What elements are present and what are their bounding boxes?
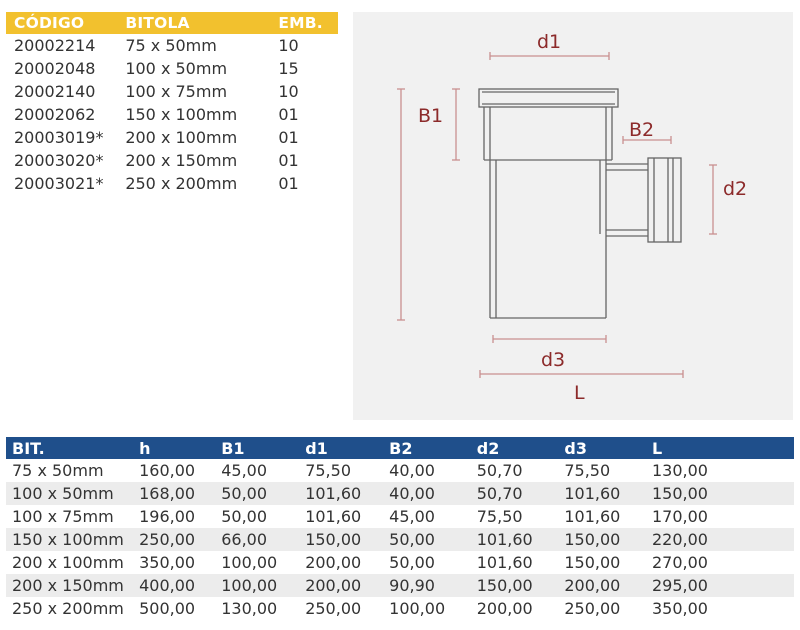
cell-b1: 50,00 [221,507,268,526]
product-pack: 01 [278,105,299,124]
cell-b2: 50,00 [383,528,471,551]
product-code: 20002062 [14,105,96,124]
header-bit: BIT. [6,437,133,459]
product-row [6,149,338,172]
product-row [6,34,338,57]
cell-b1: 66,00 [215,528,299,551]
cell-l: 220,00 [646,528,794,551]
header-b2: B2 [383,437,471,459]
cell-h: 168,00 [133,482,215,505]
cell-d3: 101,60 [558,482,646,505]
cell-d2: 50,70 [471,482,559,505]
label-d3: d3 [541,349,566,371]
header-bitola: BITOLA [125,14,190,32]
cell-h: 160,00 [139,461,196,480]
product-code: 20002140 [14,82,96,101]
cell-d1: 75,50 [305,461,351,480]
label-b2: B2 [629,119,655,141]
cell-d3: 150,00 [564,553,621,572]
cell-b1: 100,00 [215,574,299,597]
cell-bit: 250 x 200mm [12,599,124,618]
product-pack: 10 [278,36,299,55]
table-row [6,597,794,620]
cell-bit: 100 x 75mm [12,507,114,526]
label-d2: d2 [723,178,748,200]
cell-d3: 200,00 [558,574,646,597]
product-gauge: 200 x 150mm [125,151,238,170]
cell-d1: 150,00 [299,528,383,551]
cell-b1: 100,00 [221,553,278,572]
cell-b2: 40,00 [383,482,471,505]
table-row [6,505,794,528]
cell-d2: 75,50 [476,507,523,526]
cell-l: 350,00 [651,599,708,618]
product-pack: 01 [278,128,299,147]
technical-drawing [353,12,793,420]
cell-d2: 101,60 [476,553,533,572]
cell-d2: 200,00 [476,599,533,618]
product-pack: 01 [278,151,299,170]
cell-bit: 75 x 50mm [12,461,104,480]
table-row [6,574,794,597]
cell-l: 170,00 [651,507,708,526]
cell-b1: 50,00 [215,482,299,505]
product-table-header [6,12,338,34]
cell-b2: 90,90 [383,574,471,597]
cell-d1: 250,00 [305,599,362,618]
cell-d2: 150,00 [471,574,559,597]
label-l: L [574,382,585,404]
cell-b1: 45,00 [221,461,268,480]
product-code: 20002214 [14,36,96,55]
table-row [6,551,794,574]
product-code: 20003021* [14,174,104,193]
cell-h: 500,00 [139,599,196,618]
tee-fitting-diagram [353,12,793,420]
header-emb: EMB. [278,14,323,32]
product-row [6,172,338,195]
label-d1: d1 [537,31,562,53]
cell-b2: 50,00 [389,553,435,572]
table-row [6,482,794,505]
product-gauge: 250 x 200mm [125,174,238,193]
product-row [6,103,338,126]
cell-d3: 150,00 [558,528,646,551]
dimensions-table [6,437,794,620]
product-code: 20003020* [14,151,104,170]
cell-h: 196,00 [139,507,196,526]
header-d1: d1 [299,437,383,459]
table-row [6,459,794,482]
cell-b2: 100,00 [389,599,446,618]
header-d3: d3 [558,437,646,459]
cell-d1: 101,60 [299,482,383,505]
product-gauge: 150 x 100mm [125,105,238,124]
header-codigo: CÓDIGO [14,14,85,32]
cell-d1: 200,00 [305,553,362,572]
product-row [6,80,338,103]
cell-l: 150,00 [646,482,794,505]
cell-l: 270,00 [651,553,708,572]
cell-d3: 101,60 [564,507,621,526]
branch-socket [648,158,681,242]
cell-d2: 101,60 [471,528,559,551]
cell-d2: 50,70 [476,461,523,480]
cell-bit: 200 x 100mm [12,553,124,572]
cell-h: 400,00 [133,574,215,597]
cell-b2: 40,00 [389,461,435,480]
label-b1: B1 [418,105,444,127]
product-code: 20002048 [14,59,96,78]
product-gauge: 100 x 50mm [125,59,228,78]
product-pack: 15 [278,59,299,78]
cell-bit: 200 x 150mm [6,574,133,597]
cell-d1: 200,00 [299,574,383,597]
header-l: L [646,437,794,459]
cell-bit: 100 x 50mm [6,482,133,505]
cell-d3: 75,50 [564,461,611,480]
cell-b1: 130,00 [221,599,278,618]
product-pack: 10 [278,82,299,101]
product-pack: 01 [278,174,299,193]
header-d2: d2 [471,437,559,459]
product-gauge: 75 x 50mm [125,36,217,55]
cell-bit: 150 x 100mm [6,528,133,551]
product-gauge: 200 x 100mm [125,128,238,147]
dimensions-header-row [6,437,794,459]
header-h: h [133,437,215,459]
product-code: 20003019* [14,128,104,147]
product-row [6,57,338,80]
product-row [6,126,338,149]
header-b1: B1 [215,437,299,459]
product-table [6,12,338,195]
cell-d1: 101,60 [305,507,362,526]
cell-b2: 45,00 [389,507,435,526]
table-row [6,528,794,551]
cell-h: 350,00 [139,553,196,572]
cell-l: 130,00 [651,461,708,480]
cell-d3: 250,00 [564,599,621,618]
cell-l: 295,00 [646,574,794,597]
cell-h: 250,00 [133,528,215,551]
product-gauge: 100 x 75mm [125,82,228,101]
